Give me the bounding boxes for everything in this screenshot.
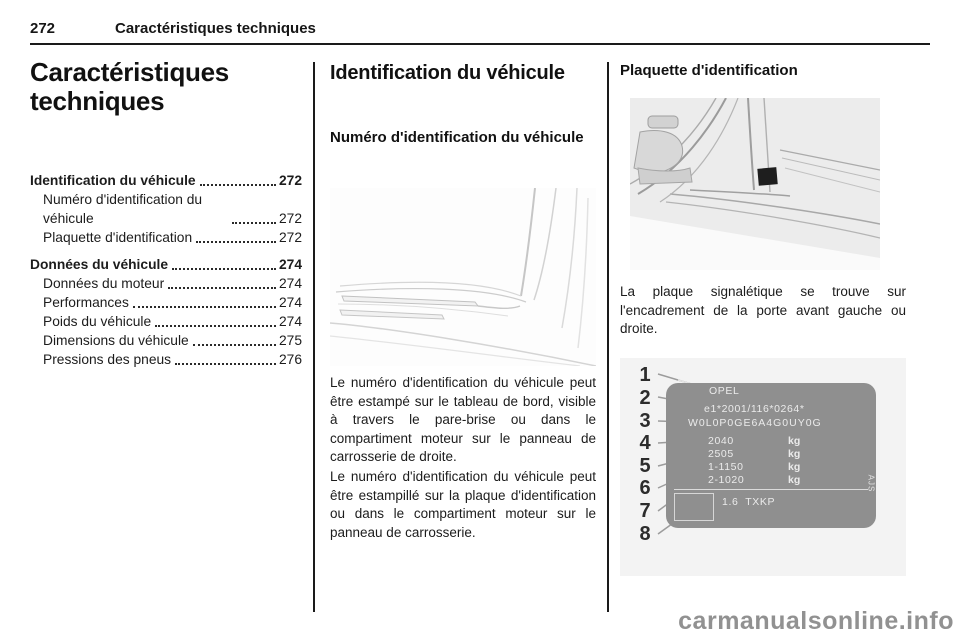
toc-dot-leader xyxy=(200,184,276,186)
plate-weight-value: 2040 xyxy=(708,435,734,447)
plate-callout-number: 2 xyxy=(639,387,651,409)
toc-entry-page-number: 274 xyxy=(278,295,302,310)
middle-column xyxy=(330,62,596,540)
plate-weight-unit: kg xyxy=(788,461,801,473)
plate-weight-unit: kg xyxy=(788,448,801,460)
toc-entry-page-number: 276 xyxy=(278,352,302,367)
plate-side-text: AJS xyxy=(866,474,876,493)
plate-weight-value: 1-1150 xyxy=(708,461,744,473)
toc-entry xyxy=(30,228,302,247)
plate-callout-number: 8 xyxy=(639,523,651,545)
toc-dot-leader xyxy=(175,363,276,365)
identification-plate-diagram xyxy=(620,358,906,576)
plate-brand-text: OPEL xyxy=(709,385,740,397)
toc-entry-label: Plaquette d'identification xyxy=(43,230,193,245)
toc-dot-leader xyxy=(133,306,276,308)
toc-entry-label: Données du moteur xyxy=(43,276,165,291)
toc-entry-page-number: 274 xyxy=(278,314,302,329)
toc-entry xyxy=(30,190,302,228)
toc-entry xyxy=(30,331,302,350)
plate-vin-text: W0L0P0GE6A4G0UY0G xyxy=(688,417,822,429)
identification-plate xyxy=(666,383,876,528)
toc-entry xyxy=(30,293,302,312)
door-frame-sketch-image xyxy=(630,98,880,270)
toc-entry-page-number: 274 xyxy=(278,276,302,291)
column-divider xyxy=(607,62,609,612)
windshield-sketch-image xyxy=(330,188,596,366)
subsection-heading: Numéro d'identification du véhicule xyxy=(330,129,584,146)
chapter-title: Caractéristiques techniques xyxy=(30,57,229,116)
plate-callout-number: 7 xyxy=(639,500,651,522)
plate-weight-value: 2-1020 xyxy=(708,474,745,486)
plate-weight-rows xyxy=(666,435,876,487)
running-header-title: Caractéristiques techniques xyxy=(115,20,316,37)
vin-location-paragraph: Le numéro d'identification du véhicule peut être estampé sur le tableau de bord, visible à travers le pare-brise ou dans le compartiment moteur sur le panneau de carrosserie de droite. xyxy=(330,375,596,464)
plate-weight-value: 2505 xyxy=(708,448,734,460)
toc-dot-leader xyxy=(196,241,276,243)
toc-dot-leader xyxy=(232,222,276,224)
toc-entry xyxy=(30,350,302,369)
toc-entry-label: Performances xyxy=(43,295,129,310)
toc-entry-label: Poids du véhicule xyxy=(43,314,152,329)
door-frame-plate-illustration xyxy=(630,98,880,270)
toc-entry-page-number: 274 xyxy=(278,257,302,272)
vin-plate-paragraph: Le numéro d'identification du véhicule peut être estampillé sur la plaque d'identification ou dans le compartiment moteur sur le panneau de carrosserie. xyxy=(330,469,596,540)
plate-separator-line xyxy=(674,489,868,490)
plate-callout-number: 3 xyxy=(639,410,651,432)
left-column xyxy=(30,57,302,367)
section-heading: Identification du véhicule xyxy=(330,62,565,84)
plate-weight-row xyxy=(666,435,876,448)
plate-callout-number: 5 xyxy=(639,455,651,477)
toc-entry-label: Données du véhicule xyxy=(30,257,169,272)
watermark-text: carmanualsonline.info xyxy=(678,607,954,635)
vin-windshield-illustration xyxy=(330,188,596,366)
plate-section-heading: Plaquette d'identification xyxy=(620,62,798,79)
toc-entry-page-number: 272 xyxy=(278,173,302,188)
plate-engine-code-text: 1.6 TXKP xyxy=(722,496,776,508)
page-number: 272 xyxy=(30,20,56,37)
toc-entry-page-number: 272 xyxy=(278,230,302,245)
table-of-contents xyxy=(30,171,302,369)
toc-entry-label: Numéro d'identification du véhicule xyxy=(43,192,203,226)
toc-entry xyxy=(30,274,302,293)
toc-entry-page-number: 275 xyxy=(278,333,302,348)
plate-weight-unit: kg xyxy=(788,435,801,447)
plate-type-approval-text: e1*2001/116*0264* xyxy=(704,403,805,415)
plate-callout-number: 4 xyxy=(639,432,651,454)
plate-callout-number: 1 xyxy=(639,364,651,386)
toc-entry xyxy=(30,255,302,274)
toc-entry xyxy=(30,171,302,190)
toc-entry-label: Dimensions du véhicule xyxy=(43,333,189,348)
plate-weight-row xyxy=(666,461,876,474)
header-rule xyxy=(30,43,930,45)
toc-dot-leader xyxy=(168,287,276,289)
plate-weight-unit: kg xyxy=(788,474,801,486)
toc-entry xyxy=(30,312,302,331)
toc-entry-label: Identification du véhicule xyxy=(30,173,196,188)
right-column xyxy=(620,62,906,545)
toc-dot-leader xyxy=(193,344,276,346)
toc-dot-leader xyxy=(155,325,276,327)
toc-entry-label: Pressions des pneus xyxy=(43,352,172,367)
plate-engine-box xyxy=(674,493,714,521)
toc-dot-leader xyxy=(172,268,276,270)
plate-weight-row xyxy=(666,474,876,487)
plate-callout-number: 6 xyxy=(639,477,651,499)
column-divider xyxy=(313,62,315,612)
toc-entry-page-number: 272 xyxy=(278,211,302,226)
plate-weight-row xyxy=(666,448,876,461)
plate-location-paragraph: La plaque signalétique se trouve sur l'encadrement de la porte avant gauche ou droite. xyxy=(620,284,906,336)
